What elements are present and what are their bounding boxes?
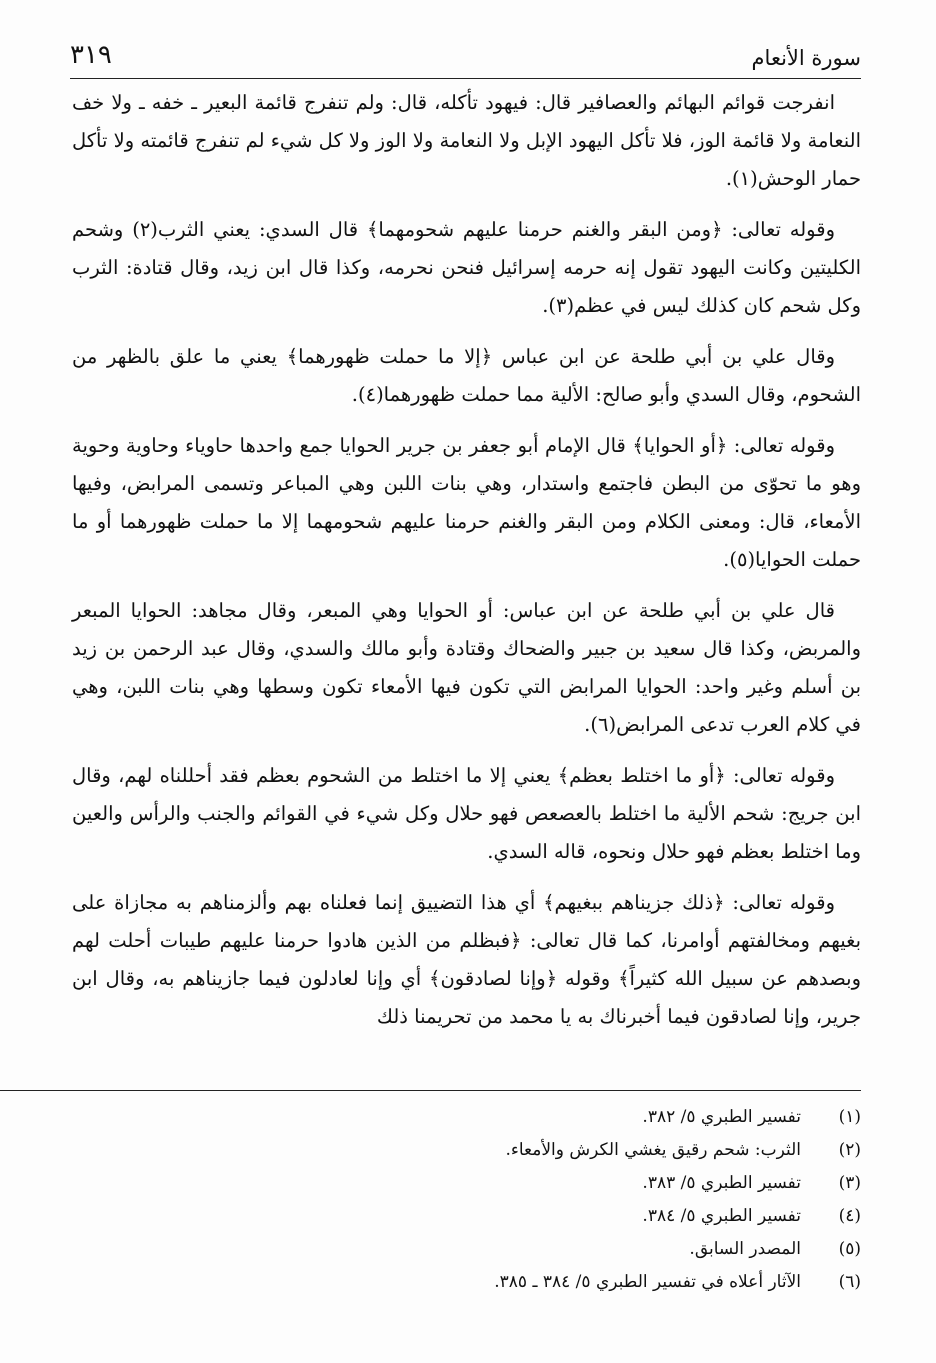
footnote-number: (٢): [838, 1140, 861, 1160]
footnotes: [0, 1090, 861, 1299]
page-header: [70, 38, 861, 79]
footnote-item: [0, 1134, 861, 1167]
main-text: [72, 84, 861, 1049]
footnote-item: [0, 1101, 861, 1134]
footnote-item: [0, 1233, 861, 1266]
footnote-text: تفسير الطبري ٥/ ٣٨٣.: [642, 1173, 801, 1193]
paragraph: وقال علي بن أبي طلحة عن ابن عباس ﴿إلا ما حملت ظهورهما﴾ يعني ما علق بالظهر من الشحوم، وقال السدي وأبو صالح: الألية مما حملت ظهورهما(٤).: [72, 345, 861, 406]
page-number: ٣١٩: [70, 40, 112, 70]
paragraph: وقوله تعالى: ﴿أو ما اختلط بعظم﴾ يعني إلا ما اختلط من الشحوم بعظم فقد أحللناه لهم، وقال ابن جريج: شحم الألية ما اختلط بالعصعص فهو حلال وكل شيء في القوائم والجنب والرأس والعين وما اختلط بعظم فهو حلال ونحوه، قاله السدي.: [72, 764, 861, 863]
footnote-text: الآثار أعلاه في تفسير الطبري ٥/ ٣٨٤ ـ ٣٨٥.: [494, 1272, 801, 1292]
footnote-number: (٤): [838, 1206, 861, 1226]
paragraph: قال علي بن أبي طلحة عن ابن عباس: أو الحوايا وهي المبعر، وقال مجاهد: الحوايا المبعر والمربض، وكذا قال سعيد بن جبير والضحاك وقتادة وأبو مالك والسدي، وقال عبد الرحمن بن زيد بن أسلم وغير واحد: الحوايا المرابض التي تكون فيها الأمعاء تكون وسطها وهي بنات اللبن، وهي في كلام العرب تدعى المرابض(٦).: [72, 599, 861, 736]
paragraph: وقوله تعالى: ﴿ذلك جزيناهم ببغيهم﴾ أي هذا التضييق إنما فعلناه بهم وألزمناهم به مجازاة على بغيهم ومخالفتهم أوامرنا، كما قال تعالى: ﴿فبظلم من الذين هادوا حرمنا عليهم طيبات أحلت لهم وبصدهم عن سبيل الله كثيراً﴾ وقوله ﴿وإنا لصادقون﴾ أي وإنا لعادلون فيما جازيناهم به، وقال ابن جرير، وإنا لصادقون فيما أخبرناك به يا محمد من تحريمنا ذلك: [72, 891, 861, 1028]
footnote-text: الثرب: شحم رقيق يغشي الكرش والأمعاء.: [505, 1140, 801, 1160]
paragraph: وقوله تعالى: ﴿أو الحوايا﴾ قال الإمام أبو جعفر بن جرير الحوايا جمع واحدها حاوياء وحاوية وحوية وهو ما تحوّى من البطن فاجتمع واستدار، وهي بنات اللبن وهي المباعر وتسمى المرابض، وفيها الأمعاء، قال: ومعنى الكلام ومن البقر والغنم حرمنا عليهم شحومهما إلا ما حملت ظهورهما أو ما حملت الحوايا(٥).: [72, 434, 861, 571]
footnote-text: المصدر السابق.: [689, 1239, 801, 1259]
footnote-number: (٣): [838, 1173, 861, 1193]
footnote-item: [0, 1266, 861, 1299]
footnote-number: (٦): [838, 1272, 861, 1292]
footnote-number: (١): [838, 1107, 861, 1127]
surah-title: سورة الأنعام: [751, 46, 861, 70]
footnote-text: تفسير الطبري ٥/ ٣٨٢.: [642, 1107, 801, 1127]
footnote-number: (٥): [838, 1239, 861, 1259]
footnote-item: [0, 1167, 861, 1200]
footnote-text: تفسير الطبري ٥/ ٣٨٤.: [642, 1206, 801, 1226]
footnote-item: [0, 1200, 861, 1233]
paragraph: وقوله تعالى: ﴿ومن البقر والغنم حرمنا عليهم شحومهما﴾ قال السدي: يعني الثرب(٢) وشحم الكليتين وكانت اليهود تقول إنه حرمه إسرائيل فنحن نحرمه، وكذا قال ابن زيد، وقال قتادة: الثرب وكل شحم كان كذلك ليس في عظم(٣).: [72, 218, 861, 317]
paragraph: انفرجت قوائم البهائم والعصافير قال: فيهود تأكله، قال: ولم تنفرج قائمة البعير ـ خفه ـ ولا خف النعامة ولا قائمة الوز، فلا تأكل اليهود الإبل ولا النعامة ولا الوز ولا كل شيء لم تنفرج قائمته ولا تأكل حمار الوحش(١).: [72, 91, 861, 190]
